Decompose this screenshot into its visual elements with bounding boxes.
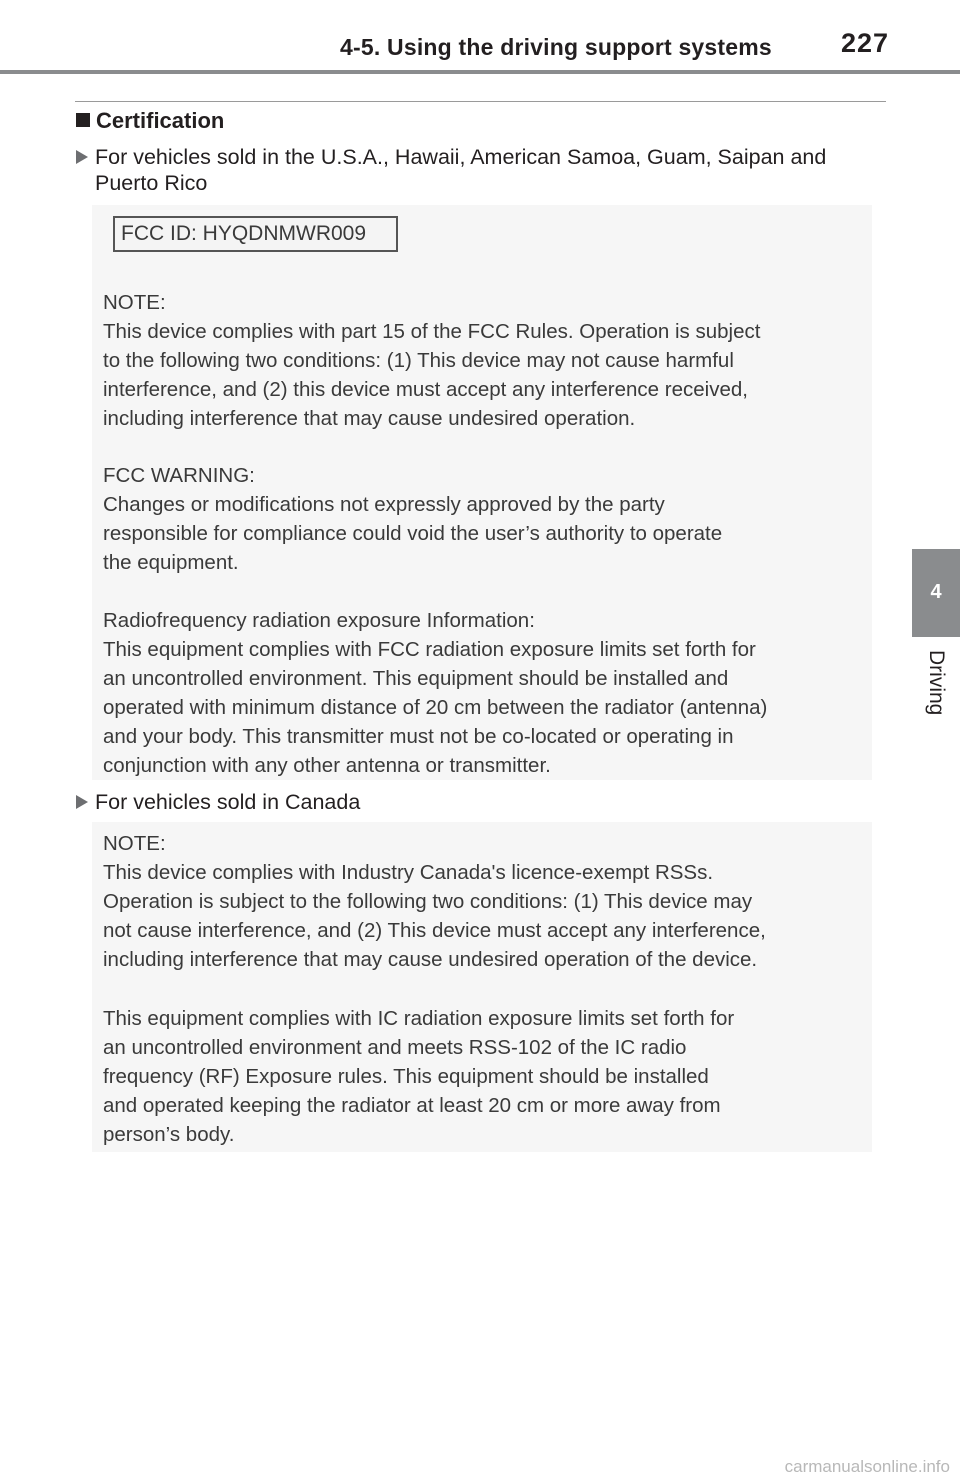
chapter-number: 4 [930,581,942,603]
chapter-tab[interactable] [912,549,960,637]
page-header-title: 4-5. Using the driving support systems [340,34,772,60]
section-heading-text: Certification [96,108,225,133]
triangle-bullet-icon [76,795,88,809]
section-heading [76,108,224,134]
triangle-bullet-icon [76,150,88,164]
usa-fcc-warning: FCC WARNING: Changes or modifications not expressly approved by the party responsible for compliance could void the user’s authority to operate the equipment. [103,464,723,574]
site-watermark: carmanualsonline.info [784,1457,950,1476]
square-bullet-icon [76,113,90,127]
usa-radiation-info: Radiofrequency radiation exposure Information: This equipment complies with FCC radiation exposure limits set forth for an uncontrolled environment. This equipment should be installed and operated with minimum distance of 20 cm between the radiator (antenna) and your body. This transmitter must not be co-located or operating in conjunction with any other antenna or transmitter. [103,609,768,777]
usa-note: NOTE: This device complies with part 15 of the FCC Rules. Operation is subject to the following two conditions: (1) This device may not cause harmful interference, and (2) this device must accept any interference received, including interference that may cause undesired operation. [103,291,761,430]
bullet-usa-text: For vehicles sold in the U.S.A., Hawaii, American Samoa, Guam, Saipan and Puerto Rico [95,145,827,195]
bullet-canada [76,789,886,815]
page-number: 227 [841,28,890,58]
fcc-id: FCC ID: HYQDNMWR009 [113,216,398,252]
chapter-label: Driving [925,650,948,716]
bullet-canada-text: For vehicles sold in Canada [95,790,361,814]
canada-note: NOTE: This device complies with Industry Canada's licence-exempt RSSs. Operation is subject to the following two conditions: (1) This device may not cause interference, and (2) This device must accept any interference, including interference that may cause undesired operation of the device. [103,832,766,971]
canada-radiation-info: This equipment complies with IC radiation exposure limits set forth for an uncontrolled environment and meets RSS-102 of the IC radio frequency (RF) Exposure rules. This equipment should be installed and operated keeping the radiator at least 20 cm or more away from person’s body. [103,1007,735,1146]
section-divider [75,101,886,102]
bullet-usa [76,144,886,196]
header-rule [0,70,960,74]
